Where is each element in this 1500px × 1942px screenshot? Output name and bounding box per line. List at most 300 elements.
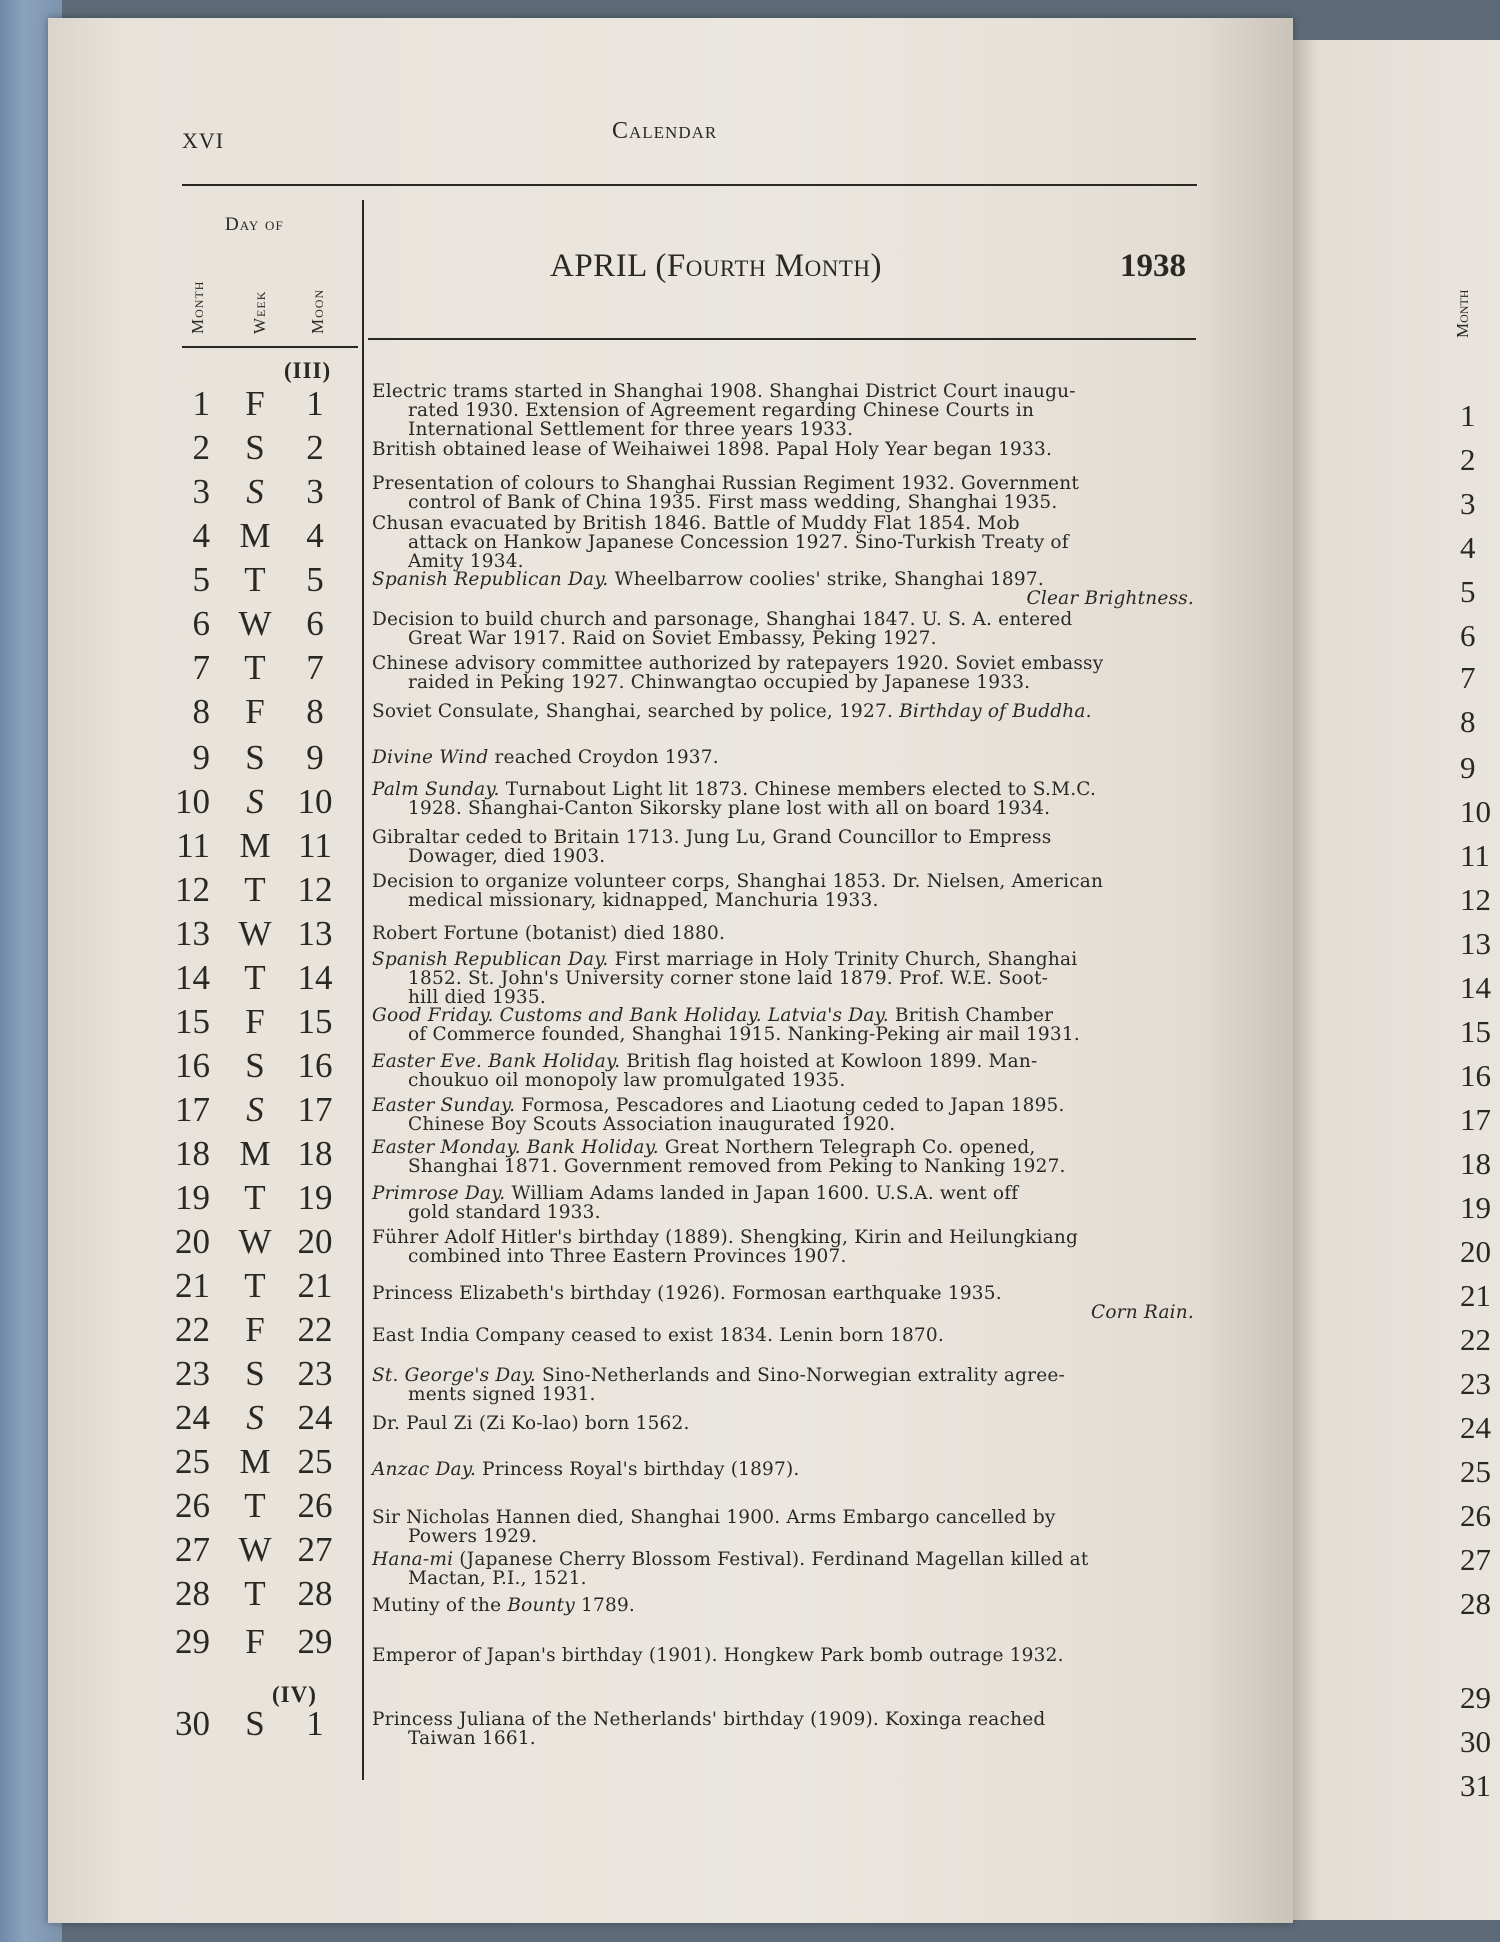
- day-of-month: 18: [175, 1134, 210, 1173]
- day-of-week: T: [244, 1574, 266, 1613]
- day-row: [150, 1574, 350, 1618]
- entry-text: ments signed 1931.: [408, 1384, 596, 1405]
- day-row: [150, 1090, 350, 1134]
- entry-line: [372, 1115, 1202, 1134]
- day-of-moon: 10: [297, 782, 333, 821]
- entry-text: Emperor of Japan's birthday (1901). Hongkew Park bomb outrage 1932.: [372, 1645, 1064, 1666]
- entry-line: [372, 440, 1202, 459]
- day-of-month: 19: [175, 1178, 210, 1217]
- next-page-day-number: 11: [1460, 838, 1490, 873]
- next-page-day-number: 17: [1460, 1102, 1491, 1137]
- entry-line: [372, 420, 1202, 439]
- day-row: [150, 1398, 350, 1442]
- entry-line: [372, 533, 1202, 552]
- next-page-day-number: 25: [1460, 1454, 1491, 1489]
- entry-line: [372, 780, 1202, 799]
- entry-text: Shanghai 1871. Government removed from Peking to Nanking 1927.: [408, 1156, 1066, 1177]
- moon-column-heading: Moon: [308, 288, 327, 334]
- next-page-day-number: 15: [1460, 1014, 1491, 1049]
- entry-italic-tail: Birthday of Buddha.: [893, 701, 1092, 722]
- entry-line: [372, 748, 1202, 767]
- month-title: [550, 248, 882, 285]
- day-of-month: 15: [175, 1002, 210, 1041]
- entry-line: [372, 1460, 1202, 1479]
- entry-italic: Easter Monday. Bank Holiday.: [372, 1137, 659, 1158]
- month-name: APRIL: [550, 248, 647, 284]
- next-page-day-number: 12: [1460, 882, 1491, 917]
- entry-text: hill died 1935.: [408, 987, 546, 1008]
- day-row: [150, 782, 350, 826]
- entry-line: [372, 1366, 1202, 1385]
- entry-line: [372, 1071, 1202, 1090]
- calendar-entry: [372, 1366, 1202, 1404]
- next-page-day-number: 10: [1460, 794, 1491, 829]
- day-of-moon: 22: [297, 1310, 333, 1349]
- day-of-moon: 14: [297, 958, 333, 997]
- day-of-moon: 15: [297, 1002, 333, 1041]
- moon-marker-mid: (IV): [272, 1682, 317, 1707]
- entry-text: Robert Fortune (botanist) died 1880.: [372, 923, 726, 944]
- next-page-day-number: 21: [1460, 1278, 1491, 1313]
- entry-line: [372, 1052, 1202, 1071]
- entry-italic: Palm Sunday.: [372, 779, 500, 800]
- day-of-week: S: [246, 1398, 264, 1437]
- entry-italic: Anzac Day.: [372, 1459, 477, 1480]
- day-of-week: S: [245, 1704, 265, 1743]
- day-of-moon: 12: [297, 870, 333, 909]
- entry-line: [372, 1414, 1202, 1433]
- day-of-month: 28: [175, 1574, 210, 1613]
- entry-text: Soviet Consulate, Shanghai, searched by police, 1927.: [372, 701, 894, 722]
- calendar-entry: [372, 1550, 1202, 1588]
- day-of-moon: 25: [297, 1442, 333, 1481]
- page-number: XVI: [182, 128, 225, 153]
- day-of-moon: 8: [306, 692, 324, 731]
- day-of-week: W: [238, 1222, 272, 1261]
- entry-line: [372, 1138, 1202, 1157]
- day-of-month: 2: [192, 428, 210, 467]
- top-rule: [182, 184, 1197, 186]
- day-row: [150, 1046, 350, 1090]
- entry-line: [372, 654, 1202, 673]
- entry-italic: Spanish Republican Day.: [372, 569, 609, 590]
- day-row: [150, 428, 350, 472]
- day-row: [150, 826, 350, 870]
- calendar-entry: [372, 570, 1202, 608]
- entry-italic: Good Friday. Customs and Bank Holiday. Latvia's Day.: [372, 1005, 889, 1026]
- day-of-moon: 29: [297, 1622, 333, 1661]
- entry-italic-tail: Bounty: [507, 1595, 575, 1616]
- running-title: Calendar: [612, 118, 718, 144]
- day-of-week: S: [245, 1354, 265, 1393]
- month-column-heading: Month: [188, 280, 207, 334]
- day-of-week: S: [246, 472, 264, 511]
- day-of-week: S: [246, 1090, 264, 1129]
- day-of-moon: 6: [306, 604, 324, 643]
- next-page-day-number: 22: [1460, 1322, 1491, 1357]
- day-of-moon: 21: [297, 1266, 333, 1305]
- entry-line: [372, 1284, 1202, 1303]
- day-of-month: 10: [175, 782, 210, 821]
- calendar-entry: [372, 1052, 1202, 1090]
- day-of-month: 23: [175, 1354, 210, 1393]
- next-page-day-number: 14: [1460, 970, 1491, 1005]
- calendar-entry: [372, 1596, 1202, 1615]
- entry-line: [372, 1596, 1202, 1615]
- entry-line: [372, 702, 1202, 721]
- calendar-entry: [372, 1414, 1202, 1433]
- entry-line: [372, 1096, 1202, 1115]
- entry-line: [372, 1729, 1202, 1748]
- day-of-month: 17: [175, 1090, 210, 1129]
- next-page-day-number: 30: [1460, 1724, 1491, 1759]
- column-divider: [362, 200, 364, 1780]
- calendar-entry: [372, 440, 1202, 459]
- day-of-moon: 7: [306, 648, 324, 687]
- calendar-entry: [372, 748, 1202, 767]
- entry-italic: Primrose Day.: [372, 1183, 506, 1204]
- day-of-month: 3: [192, 472, 210, 511]
- entry-line: [372, 872, 1202, 891]
- entry-line: [372, 1157, 1202, 1176]
- entry-line: [372, 673, 1202, 692]
- entry-text: Princess Juliana of the Netherlands' birthday (1909). Koxinga reached: [372, 1709, 1046, 1730]
- next-page-day-number: 28: [1460, 1586, 1491, 1621]
- calendar-entry: [372, 950, 1202, 1007]
- day-of-month: 1: [192, 384, 210, 423]
- day-of-moon: 11: [298, 826, 332, 865]
- calendar-entry: [372, 1710, 1202, 1748]
- day-row: [150, 1134, 350, 1178]
- entry-italic: Divine Wind: [372, 747, 489, 768]
- entry-text: Mutiny of the: [372, 1595, 508, 1616]
- day-of-week: F: [245, 1002, 265, 1041]
- day-of-month: 11: [176, 826, 210, 865]
- day-of-month: 12: [175, 870, 210, 909]
- entry-line: [372, 1569, 1202, 1588]
- day-of-month: 20: [175, 1222, 210, 1261]
- day-row: [150, 604, 350, 648]
- day-of-month: 26: [175, 1486, 210, 1525]
- day-row: [150, 1622, 350, 1666]
- day-of-heading: Day of: [225, 214, 284, 235]
- calendar-entry: [372, 1508, 1202, 1546]
- calendar-entry: [372, 610, 1202, 648]
- entry-text: Decision to build church and parsonage, Shanghai 1847. U. S. A. entered: [372, 609, 1073, 630]
- day-of-moon: 28: [297, 1574, 333, 1613]
- day-row: [150, 1442, 350, 1486]
- entry-text: Electric trams started in Shanghai 1908. Shanghai District Court inaugu-: [372, 381, 1076, 402]
- entry-italic: Spanish Republican Day.: [372, 949, 609, 970]
- day-of-month: 9: [192, 738, 210, 777]
- calendar-entry: [372, 780, 1202, 818]
- day-of-week: M: [239, 826, 271, 865]
- entry-text: combined into Three Eastern Provinces 1907.: [408, 1246, 847, 1267]
- entry-text: medical missionary, kidnapped, Manchuria 1933.: [408, 890, 879, 911]
- day-row: [150, 1002, 350, 1046]
- month-subtitle: (Fourth Month): [655, 248, 883, 284]
- calendar-entry: [372, 1460, 1202, 1479]
- calendar-entry: [372, 474, 1202, 512]
- next-page-day-number: 1: [1460, 398, 1476, 433]
- entry-line: [372, 969, 1202, 988]
- entry-text: 1852. St. John's University corner stone laid 1879. Prof. W.E. Soot-: [408, 968, 1049, 989]
- day-of-month: 24: [175, 1398, 210, 1437]
- day-of-month: 22: [175, 1310, 210, 1349]
- entry-text: control of Bank of China 1935. First mass wedding, Shanghai 1935.: [408, 492, 1058, 513]
- entry-line: [372, 950, 1202, 969]
- calendar-entry: [372, 1284, 1202, 1322]
- day-of-month: 29: [175, 1622, 210, 1661]
- next-page-day-number: 8: [1460, 704, 1476, 739]
- entry-text: rated 1930. Extension of Agreement regarding Chinese Courts in: [408, 400, 1035, 421]
- day-row: [150, 384, 350, 428]
- next-page-day-number: 24: [1460, 1410, 1491, 1445]
- entry-italic: Easter Eve. Bank Holiday.: [372, 1051, 621, 1072]
- day-of-moon: 4: [306, 516, 324, 555]
- day-of-month: 27: [175, 1530, 210, 1569]
- day-of-week: F: [245, 384, 265, 423]
- calendar-entry: [372, 1096, 1202, 1134]
- day-of-month: 6: [192, 604, 210, 643]
- entry-text: raided in Peking 1927. Chinwangtao occupied by Japanese 1933.: [408, 672, 1031, 693]
- next-page-day-number: 20: [1460, 1234, 1491, 1269]
- day-of-moon: 2: [306, 428, 324, 467]
- day-of-month: 30: [175, 1704, 210, 1743]
- day-of-week: T: [244, 1178, 266, 1217]
- entry-text: Formosa, Pescadores and Liaotung ceded to Japan 1895.: [515, 1095, 1065, 1116]
- day-row: [150, 738, 350, 782]
- calendar-entry: [372, 1184, 1202, 1222]
- calendar-entry: [372, 514, 1202, 571]
- next-page-day-number: 5: [1460, 574, 1476, 609]
- entry-line: [372, 1646, 1202, 1665]
- day-row: [150, 914, 350, 958]
- entry-text: Wheelbarrow coolies' strike, Shanghai 1897.: [608, 569, 1044, 590]
- entry-text: East India Company ceased to exist 1834. Lenin born 1870.: [372, 1325, 944, 1346]
- calendar-entry: [372, 1326, 1202, 1345]
- day-of-moon: 19: [297, 1178, 333, 1217]
- entry-text: Presentation of colours to Shanghai Russian Regiment 1932. Government: [372, 473, 1079, 494]
- next-page-day-number: 18: [1460, 1146, 1491, 1181]
- next-page-day-number: 9: [1460, 750, 1476, 785]
- calendar-entry: [372, 654, 1202, 692]
- day-of-moon: 24: [297, 1398, 333, 1437]
- next-page-day-number: 7: [1460, 660, 1476, 695]
- entry-text: Princess Elizabeth's birthday (1926). Formosan earthquake 1935.: [372, 1283, 1002, 1304]
- entry-line: [372, 474, 1202, 493]
- entry-line: [372, 1006, 1202, 1025]
- entry-line: [372, 493, 1202, 512]
- next-page-day-number: 13: [1460, 926, 1491, 961]
- entry-text: Turnabout Light lit 1873. Chinese members elected to S.M.C.: [499, 779, 1097, 800]
- entry-text: reached Croydon 1937.: [488, 747, 719, 768]
- day-row: [150, 1354, 350, 1398]
- next-page-day-number: 27: [1460, 1542, 1491, 1577]
- day-of-week: S: [245, 428, 265, 467]
- entry-line: [372, 1025, 1202, 1044]
- day-row: [150, 870, 350, 914]
- entry-text: British Chamber: [888, 1005, 1054, 1026]
- entry-text: Dowager, died 1903.: [408, 846, 606, 867]
- next-page-day-number: 26: [1460, 1498, 1491, 1533]
- day-row: [150, 560, 350, 604]
- entry-line: [372, 1385, 1202, 1404]
- entry-text: First marriage in Holy Trinity Church, Shanghai: [608, 949, 1078, 970]
- day-of-month: 7: [192, 648, 210, 687]
- entry-text: Decision to organize volunteer corps, Shanghai 1853. Dr. Nielsen, American: [372, 871, 1104, 892]
- calendar-entry: [372, 702, 1202, 721]
- entry-line: [372, 1247, 1202, 1266]
- day-of-moon: 26: [297, 1486, 333, 1525]
- day-row: [150, 1310, 350, 1354]
- next-page-day-number: 29: [1460, 1680, 1491, 1715]
- day-of-month: 8: [192, 692, 210, 731]
- entry-tail: 1789.: [574, 1595, 636, 1616]
- entry-line: [372, 799, 1202, 818]
- calendar-entry: [372, 1006, 1202, 1044]
- day-of-moon: 9: [306, 738, 324, 777]
- entry-line: [372, 382, 1202, 401]
- next-page-month-heading: Month: [1453, 289, 1472, 338]
- next-page-day-number: 6: [1460, 618, 1476, 653]
- calendar-entry: [372, 924, 1202, 943]
- column-head-rule: [182, 346, 358, 348]
- day-row: [150, 1486, 350, 1530]
- entry-line: [372, 401, 1202, 420]
- entry-line: [372, 1326, 1202, 1345]
- week-column-heading: Week: [250, 290, 269, 334]
- entry-line: [372, 629, 1202, 648]
- calendar-entry: [372, 1646, 1202, 1665]
- day-row: [150, 1704, 350, 1748]
- day-of-moon: 13: [297, 914, 333, 953]
- entry-line: [372, 924, 1202, 943]
- entry-italic: St. George's Day.: [372, 1365, 536, 1386]
- day-of-month: 21: [175, 1266, 210, 1305]
- next-page-day-number: 23: [1460, 1366, 1491, 1401]
- day-of-week: T: [244, 958, 266, 997]
- entry-text: Sino-Netherlands and Sino-Norwegian extrality agree-: [535, 1365, 1065, 1386]
- title-rule: [368, 338, 1196, 340]
- entry-line: [372, 828, 1202, 847]
- day-of-moon: 1: [306, 384, 324, 423]
- day-of-week: S: [245, 1046, 265, 1085]
- entry-text: gold standard 1933.: [408, 1202, 601, 1223]
- day-of-moon: 16: [297, 1046, 333, 1085]
- entry-text: Chusan evacuated by British 1846. Battle of Muddy Flat 1854. Mob: [372, 513, 1020, 534]
- day-of-week: F: [245, 1622, 265, 1661]
- day-of-week: W: [238, 604, 272, 643]
- entry-line: [372, 1550, 1202, 1569]
- entry-text: Great War 1917. Raid on Soviet Embassy, Peking 1927.: [408, 628, 937, 649]
- day-of-month: 16: [175, 1046, 210, 1085]
- entry-line: [372, 514, 1202, 533]
- day-of-week: S: [246, 782, 264, 821]
- entry-text: British flag hoisted at Kowloon 1899. Man-: [620, 1051, 1038, 1072]
- day-of-week: F: [245, 1310, 265, 1349]
- day-of-week: M: [239, 516, 271, 555]
- day-of-week: S: [245, 738, 265, 777]
- entry-text: British obtained lease of Weihaiwei 1898. Papal Holy Year began 1933.: [372, 439, 1053, 460]
- solar-term: Clear Brightness.: [1026, 588, 1194, 609]
- entry-text: choukuo oil monopoly law promulgated 1935.: [408, 1070, 846, 1091]
- day-row: [150, 648, 350, 692]
- entry-line: [372, 1203, 1202, 1222]
- entry-text: Amity 1934.: [408, 551, 524, 572]
- entry-line: [372, 1710, 1202, 1729]
- next-page-day-number: 31: [1460, 1768, 1491, 1803]
- day-of-moon: 18: [297, 1134, 333, 1173]
- next-page-day-number: 2: [1460, 442, 1476, 477]
- day-of-month: 13: [175, 914, 210, 953]
- next-page-day-number: 16: [1460, 1058, 1491, 1093]
- entry-line: [372, 1228, 1202, 1247]
- entry-text: Chinese advisory committee authorized by ratepayers 1920. Soviet embassy: [372, 653, 1104, 674]
- entry-text: Mactan, P.I., 1521.: [408, 1568, 587, 1589]
- day-of-week: F: [245, 692, 265, 731]
- day-of-moon: 1: [306, 1704, 324, 1743]
- day-row: [150, 1530, 350, 1574]
- entry-italic: Hana-mi: [372, 1549, 454, 1570]
- calendar-entry: [372, 1138, 1202, 1176]
- entry-line: [372, 1508, 1202, 1527]
- next-page-day-number: 4: [1460, 530, 1476, 565]
- entry-text: William Adams landed in Japan 1600. U.S.A. went off: [505, 1183, 1019, 1204]
- day-of-week: T: [244, 648, 266, 687]
- day-of-moon: 27: [297, 1530, 333, 1569]
- calendar-entry: [372, 872, 1202, 910]
- day-of-month: 4: [192, 516, 210, 555]
- entry-text: Chinese Boy Scouts Association inaugurated 1920.: [408, 1114, 896, 1135]
- entry-text: Sir Nicholas Hannen died, Shanghai 1900. Arms Embargo cancelled by: [372, 1507, 1056, 1528]
- next-page-day-number: 3: [1460, 486, 1476, 521]
- entry-line: [372, 610, 1202, 629]
- day-row: [150, 958, 350, 1002]
- day-of-week: M: [239, 1134, 271, 1173]
- entry-line: [372, 1184, 1202, 1203]
- entry-text: Taiwan 1661.: [408, 1728, 536, 1749]
- day-of-month: 5: [192, 560, 210, 599]
- day-of-moon: 20: [297, 1222, 333, 1261]
- day-of-week: T: [244, 560, 266, 599]
- entry-text: International Settlement for three years 1933.: [408, 419, 854, 440]
- calendar-entry: [372, 382, 1202, 439]
- entry-text: Führer Adolf Hitler's birthday (1889). Shengking, Kirin and Heilungkiang: [372, 1227, 1079, 1248]
- day-row: [150, 1266, 350, 1310]
- day-row: [150, 472, 350, 516]
- entry-text: of Commerce founded, Shanghai 1915. Nanking-Peking air mail 1931.: [408, 1024, 1080, 1045]
- day-of-week: T: [244, 1486, 266, 1525]
- day-of-week: T: [244, 870, 266, 909]
- entry-text: Gibraltar ceded to Britain 1713. Jung Lu, Grand Councillor to Empress: [372, 827, 1052, 848]
- entry-line: [372, 1527, 1202, 1546]
- entry-text: 1928. Shanghai-Canton Sikorsky plane lost with all on board 1934.: [408, 798, 1051, 819]
- solar-term: Corn Rain.: [1090, 1302, 1194, 1323]
- year: 1938: [1120, 248, 1186, 284]
- day-of-week: M: [239, 1442, 271, 1481]
- entry-text: Powers 1929.: [408, 1526, 538, 1547]
- entry-line: [372, 847, 1202, 866]
- day-row: [150, 1178, 350, 1222]
- day-of-month: 25: [175, 1442, 210, 1481]
- day-of-week: W: [238, 1530, 272, 1569]
- day-row: [150, 1222, 350, 1266]
- calendar-entry: [372, 828, 1202, 866]
- calendar-entry: [372, 1228, 1202, 1266]
- entry-text: attack on Hankow Japanese Concession 1927. Sino-Turkish Treaty of: [408, 532, 1069, 553]
- entry-text: Princess Royal's birthday (1897).: [476, 1459, 800, 1480]
